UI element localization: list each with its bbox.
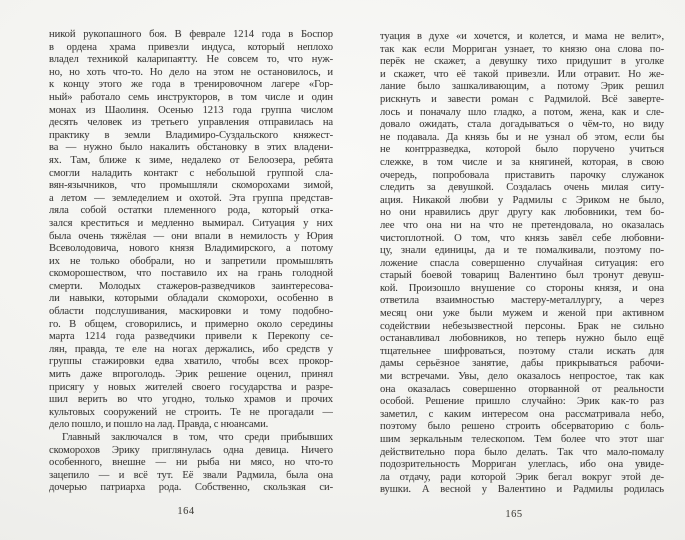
text-line: ми встречами. Увы, дело оказалось непростое, так как [380, 371, 664, 383]
text-line: области подслушивания, маскировки и тому подобно- [49, 306, 333, 318]
text-line: присягу у новых жителей своего государства и разре- [49, 381, 333, 393]
text-line: цу, знали единицы, да и те помалкивали, поэтому по- [380, 245, 664, 257]
text-line: в ордена храма привезли индуса, который неплохо [49, 41, 333, 53]
text-line: но они нравились друг другу как любовники, тем бо- [380, 207, 664, 219]
text-line: тщательнее шифроваться, поэтому стали искать для [380, 345, 664, 357]
text-line: месяц они уже были мужем и женой при активном [380, 308, 664, 320]
text-line: вушки. А весной у Валентино и Радмилы родилась [380, 484, 664, 496]
text-line: группы стажировки едва хватило, чтобы всех прокор- [49, 356, 333, 368]
text-line: шим зеркальным телескопом. Тем более что этот шаг [380, 434, 664, 445]
page-number-right: 165 [505, 509, 523, 520]
text-line: перёк не скажет, а девушку тихо придушит в уголке [380, 56, 664, 68]
text-line: монах из Шаолиня. Осенью 1213 года группа числом [49, 104, 333, 116]
text-line: дело пошло, и пошло на лад. Правда, с нюансами. [49, 419, 269, 431]
text-line: чистоплотной. О том, что князь завёл себе любовни- [380, 232, 664, 244]
text-line: особенного, внешне — ни рыба ни мясо, но что-то [49, 457, 333, 469]
text-line: следить за девушкой. Создалась очень милая ситу- [380, 182, 664, 194]
text-line: ация. Никакой любви у Радмилы с Эриком не было, [380, 194, 664, 206]
text-line: ответила взаимностью мастеру-металлургу, а через [380, 295, 664, 307]
text-line: ляла собой остатки племенного рода, который отка- [49, 205, 333, 217]
text-line: и скажет, что её такой привезли. Или отравит. Но же- [380, 68, 664, 80]
text-line: ный» работало семь инструкторов, в том числе и один [49, 91, 333, 103]
text-line: а летом — земледелием и охотой. Эта группа представ- [49, 192, 333, 204]
text-line: скоморохов Эрику приглянулась одна девица. Ничего [49, 444, 333, 456]
text-line: культовых сооружений не строить. Те не прогадали — [49, 406, 333, 418]
text-line: лание было зашкаливающим, а потому Эрик решил [380, 81, 664, 93]
text-line: поэтому было решено строить обсерваторию с боль- [380, 421, 664, 433]
page-left-text [49, 29, 333, 495]
text-line: го. В общем, сговорились, и примерно около середины [49, 318, 333, 330]
text-line: лось и поначалу шло гладко, а потом, жена, как и сле- [380, 106, 664, 118]
text-line: зацепило — и всё тут. Её звали Радмила, была она [49, 469, 333, 481]
text-line: их не только обобрали, но и запретили промышлять [49, 255, 333, 267]
text-line: Всеволодовича, нового князя Владимирского, а потому [49, 243, 333, 255]
text-line: к концу этого же года в тренировочном лагере «Гор- [49, 79, 333, 91]
text-line: владел техникой каларипаятту. Не совсем то, что нуж- [49, 54, 333, 66]
text-line: особой. Решение пришло случайно: Эрик как-то раз [380, 396, 664, 408]
text-line: старый боевой товарищ Валентино был тронут девуш- [380, 270, 664, 282]
text-line: подозрительность Морриган улеглась, ибо она увиде- [380, 459, 664, 471]
text-line: десять человек из третьего управления отправилась на [49, 117, 333, 129]
text-line: не контрразведка, которой было поручено учиться [380, 144, 664, 156]
text-line: останавливал любовников, но теперь нужно было ещё [380, 333, 664, 345]
text-line: смерти. Молодых стажеров-разведчиков заинтересова- [49, 280, 333, 292]
text-line: лее что она ни на что не претендовала, но оказалась [380, 219, 664, 231]
text-line: но, но хоть что-то. Но дело на этом не остановилось, и [49, 66, 333, 78]
text-line: лян, правда, те еле на ногах держались, ибо средств у [49, 343, 333, 355]
text-line: практику в земли Владимиро-Суздальского княжест- [49, 129, 333, 141]
text-line: была очень тяжёлая — они впали в немилость у Юрия [49, 230, 333, 242]
text-line: не подавала. Да князь бы и не узнал об этом, если бы [380, 131, 664, 143]
text-line: слежке, в том числе и за княгиней, которая, в свою [380, 156, 664, 168]
page-right-text [380, 31, 664, 497]
text-line: рискнуть и завести роман с Радмилой. Всё заверте- [380, 93, 664, 105]
text-line: очередь, попробовала приставить парочку служанок [380, 169, 664, 181]
text-line: так как если Морриган узнает, то князю она слова по- [380, 43, 664, 55]
text-line: заметил, с каким интересом она рассматривала небо, [380, 408, 664, 420]
text-line: довало ожидать, стала догадываться о чём-то, но виду [380, 119, 664, 131]
text-line: мить даже впроголодь. Эрик решение оценил, принял [49, 369, 333, 381]
text-line: туация в духе «и хочется, и колется, и мама не велит», [380, 31, 664, 42]
text-line: она оказалась совершенно оторванной от реальности [380, 383, 664, 395]
text-line: вян-язычников, что промышляли скоморохами зимой, [49, 180, 333, 192]
text-line: шил верить во что угодно, только храмов и прочих [49, 394, 333, 406]
text-line: ложение спасла совершенно случайная ситуация: его [380, 257, 664, 269]
text-line: ла отдачу, ради которой Эрик бегал вокруг этой де- [380, 471, 664, 483]
text-line: действительно пора было делать. Так что мало-помалу [380, 446, 664, 458]
text-line: скоморошеством, что поставило их на грань голодной [49, 268, 333, 280]
text-line: Главный заключался в том, что среди прибывших [62, 432, 333, 443]
text-line: марта 1214 года разведчики привели к Перекопу се- [49, 331, 333, 343]
text-line: смогли наладить контакт с небольшой группой сла- [49, 167, 333, 179]
text-line: дамы серьёзное занятие, дабы прикрываться рабочи- [380, 358, 664, 370]
text-line: кой. Произошло внушение со стороны князя, и она [380, 282, 664, 294]
page-number-left: 164 [177, 506, 195, 517]
text-line: зался креститься и медленно вымирал. Ситуация у них [49, 217, 333, 229]
text-line: дочерью патриарха рода. Собственно, скользкая си- [49, 482, 333, 494]
text-line: ли навыки, которыми обладали скоморохи, особенно в [49, 293, 333, 305]
text-line: содействии небезызвестной персоны. Брак не сильно [380, 320, 664, 332]
text-line: ва — нужно было накалить обстановку в этих владени- [49, 142, 333, 154]
text-line: ях. Там, ближе к зиме, недалеко от Белоозера, ребята [49, 154, 333, 166]
text-line: никой рукопашного боя. В феврале 1214 года в Боспор [49, 29, 333, 40]
